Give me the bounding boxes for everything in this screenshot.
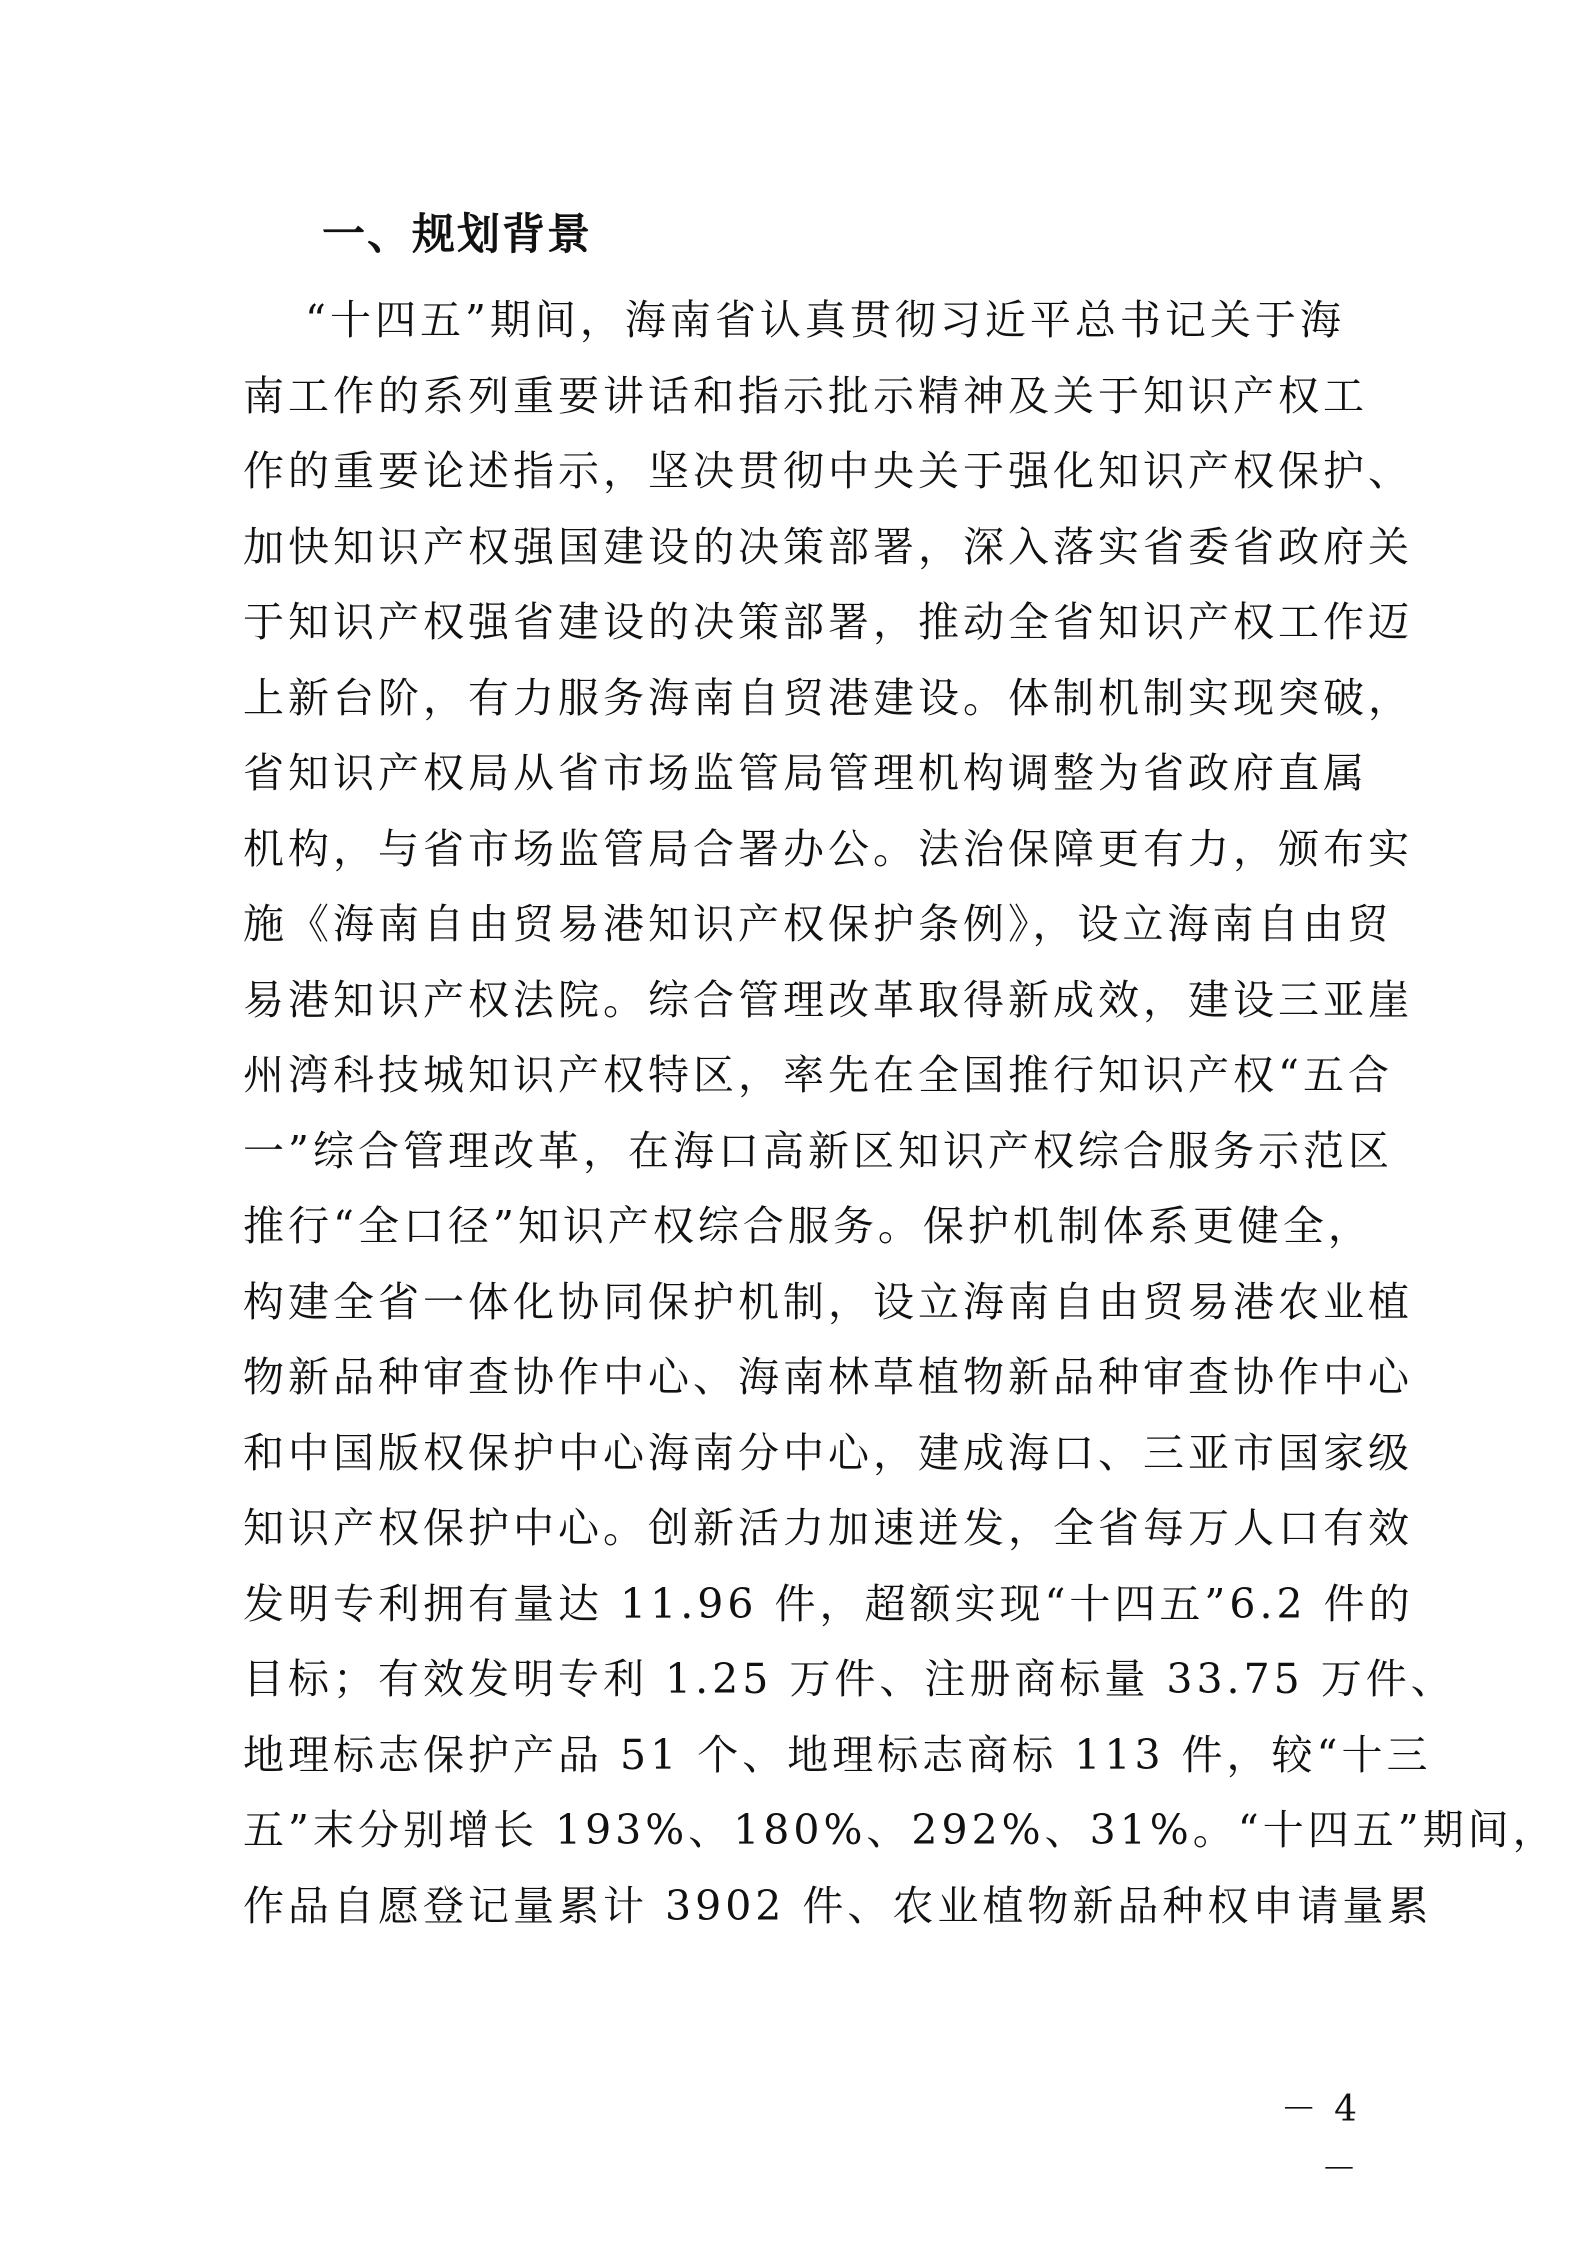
paragraph-line: “十四五”期间，海南省认真贯彻习近平总书记关于海 bbox=[305, 296, 1345, 344]
paragraph-line: 知识产权保护中心。创新活力加速迸发，全省每万人口有效 bbox=[243, 1504, 1413, 1552]
paragraph-line: 机构，与省市场监管局合署办公。法治保障更有力，颁布实 bbox=[243, 824, 1413, 873]
paragraph-line: 省知识产权局从省市场监管局管理机构调整为省政府直属 bbox=[243, 749, 1368, 797]
paragraph-line: 一”综合管理改革，在海口高新区知识产权综合服务示范区 bbox=[243, 1126, 1393, 1175]
paragraph-line: 施《海南自由贸易港知识产权保护条例》，设立海南自由贸 bbox=[243, 900, 1393, 948]
paragraph-line: 作的重要论述指示，坚决贯彻中央关于强化知识产权保护、 bbox=[243, 447, 1413, 495]
page-number: － 4 － bbox=[1280, 2089, 1360, 2190]
paragraph-line: 南工作的系列重要讲话和指示批示精神及关于知识产权工 bbox=[243, 371, 1368, 420]
section-heading: 一、规划背景 bbox=[322, 210, 592, 260]
paragraph-line: 于知识产权强省建设的决策部署，推动全省知识产权工作迈 bbox=[243, 598, 1413, 646]
paragraph-line: 推行“全口径”知识产权综合服务。保护机制体系更健全， bbox=[243, 1202, 1373, 1250]
paragraph-line: 地理标志保护产品 51 个、地理标志商标 113 件，较“十三 bbox=[243, 1730, 1432, 1779]
paragraph-line: 五”末分别增长 193%、180%、292%、31%。“十四五”期间， bbox=[243, 1806, 1558, 1854]
paragraph-line: 发明专利拥有量达 11.96 件，超额实现“十四五”6.2 件的 bbox=[243, 1579, 1414, 1628]
paragraph-line: 作品自愿登记量累计 3902 件、农业植物新品种权申请量累 bbox=[243, 1881, 1433, 1930]
paragraph-line: 州湾科技城知识产权特区，率先在全国推行知识产权“五合 bbox=[243, 1051, 1393, 1099]
paragraph-line: 和中国版权保护中心海南分中心，建成海口、三亚市国家级 bbox=[243, 1428, 1413, 1477]
paragraph-line: 上新台阶，有力服务海南自贸港建设。体制机制实现突破， bbox=[243, 673, 1413, 722]
body-paragraph bbox=[243, 283, 1558, 1944]
paragraph-line: 构建全省一体化协同保护机制，设立海南自由贸易港农业植 bbox=[243, 1277, 1413, 1326]
paragraph-line: 物新品种审查协作中心、海南林草植物新品种审查协作中心 bbox=[243, 1353, 1413, 1401]
paragraph-line: 加快知识产权强国建设的决策部署，深入落实省委省政府关 bbox=[243, 522, 1413, 571]
paragraph-line: 易港知识产权法院。综合管理改革取得新成效，建设三亚崖 bbox=[243, 975, 1413, 1024]
paragraph-line: 目标；有效发明专利 1.25 万件、注册商标量 33.75 万件、 bbox=[243, 1655, 1456, 1703]
